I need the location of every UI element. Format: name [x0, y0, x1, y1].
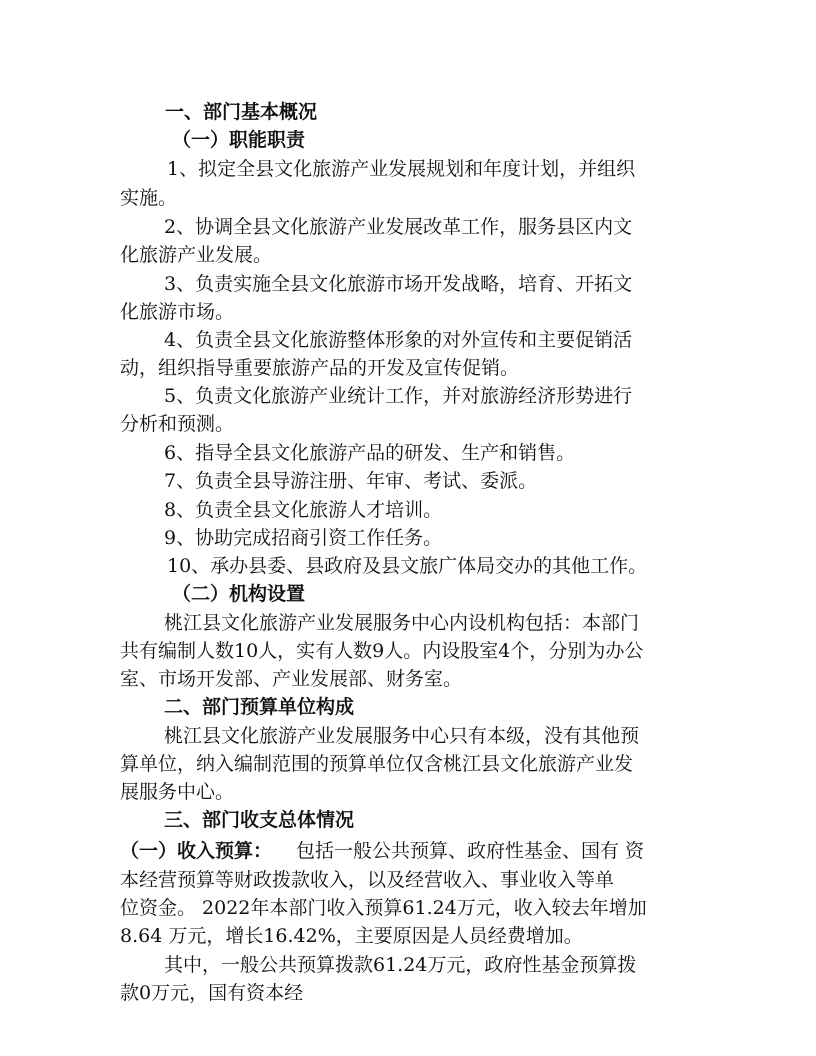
- income-detail-line-1: 其中，一般公共预算拨款61.24万元，政府性基金预算拨: [164, 954, 637, 976]
- organization-line-3: 室、市场开发部、产业发展部、财务室。: [120, 668, 463, 690]
- function-item-1-line1: 1、拟定全县文化旅游产业发展规划和年度计划，并组织: [167, 158, 636, 180]
- function-item-5-line1: 5、负责文化旅游产业统计工作，并对旅游经济形势进行: [164, 385, 633, 407]
- function-item-2-line1: 2、协调全县文化旅游产业发展改革工作，服务县区内文: [164, 216, 633, 238]
- function-item-4-line2: 动，组织指导重要旅游产品的开发及宣传促销。: [120, 357, 520, 379]
- function-item-4-line1: 4、负责全县文化旅游整体形象的对外宣传和主要促销活: [164, 329, 633, 351]
- subsection-heading-organization: （二）机构设置: [172, 583, 306, 605]
- function-item-10: 10、承办县委、县政府及县文旅广体局交办的其他工作。: [167, 555, 648, 577]
- organization-line-2: 共有编制人数10人，实有人数9人。内设股室4个，分别为办公: [120, 640, 644, 662]
- function-item-5-line2: 分析和预测。: [120, 413, 235, 435]
- income-budget-line-2: 本经营预算等财政拨款收入，以及经营收入、事业收入等单: [120, 869, 615, 891]
- organization-line-1: 桃江县文化旅游产业发展服务中心内设机构包括：本部门: [164, 612, 640, 634]
- function-item-7: 7、负责全县导游注册、年审、考试、委派。: [164, 470, 538, 492]
- function-item-9: 9、协助完成招商引资工作任务。: [164, 527, 443, 549]
- income-budget-line-1: [120, 837, 644, 865]
- income-budget-line-3: 位资金。 2022年本部门收入预算61.24万元，收入较去年增加: [120, 897, 647, 919]
- function-item-2-line2: 化旅游产业发展。: [120, 244, 273, 266]
- income-budget-line-1-text: 包括一般公共预算、政府性基金、国有 资: [296, 840, 645, 862]
- section-heading-3: 三、部门收支总体情况: [164, 809, 355, 831]
- function-item-3-line1: 3、负责实施全县文化旅游市场开发战略，培育、开拓文: [164, 273, 633, 295]
- section-heading-1: 一、部门基本概况: [165, 101, 318, 123]
- income-budget-label: （一）收入预算：: [120, 840, 273, 862]
- budget-units-line-3: 展服务中心。: [120, 781, 235, 803]
- function-item-1-line2: 实施。: [120, 187, 178, 209]
- function-item-8: 8、负责全县文化旅游人才培训。: [164, 499, 443, 521]
- income-detail-line-2: 款0万元，国有资本经: [120, 982, 304, 1004]
- function-item-3-line2: 化旅游市场。: [120, 301, 235, 323]
- function-item-6: 6、指导全县文化旅游产品的研发、生产和销售。: [164, 442, 576, 464]
- budget-units-line-1: 桃江县文化旅游产业发展服务中心只有本级，没有其他预: [164, 725, 640, 747]
- income-budget-line-4: 8.64 万元，增长16.42%，主要原因是人员经费增加。: [120, 925, 583, 947]
- section-heading-2: 二、部门预算单位构成: [164, 696, 355, 718]
- subsection-heading-functions: （一）职能职责: [172, 129, 306, 151]
- budget-units-line-2: 算单位，纳入编制范围的预算单位仅含桃江县文化旅游产业发: [120, 753, 634, 775]
